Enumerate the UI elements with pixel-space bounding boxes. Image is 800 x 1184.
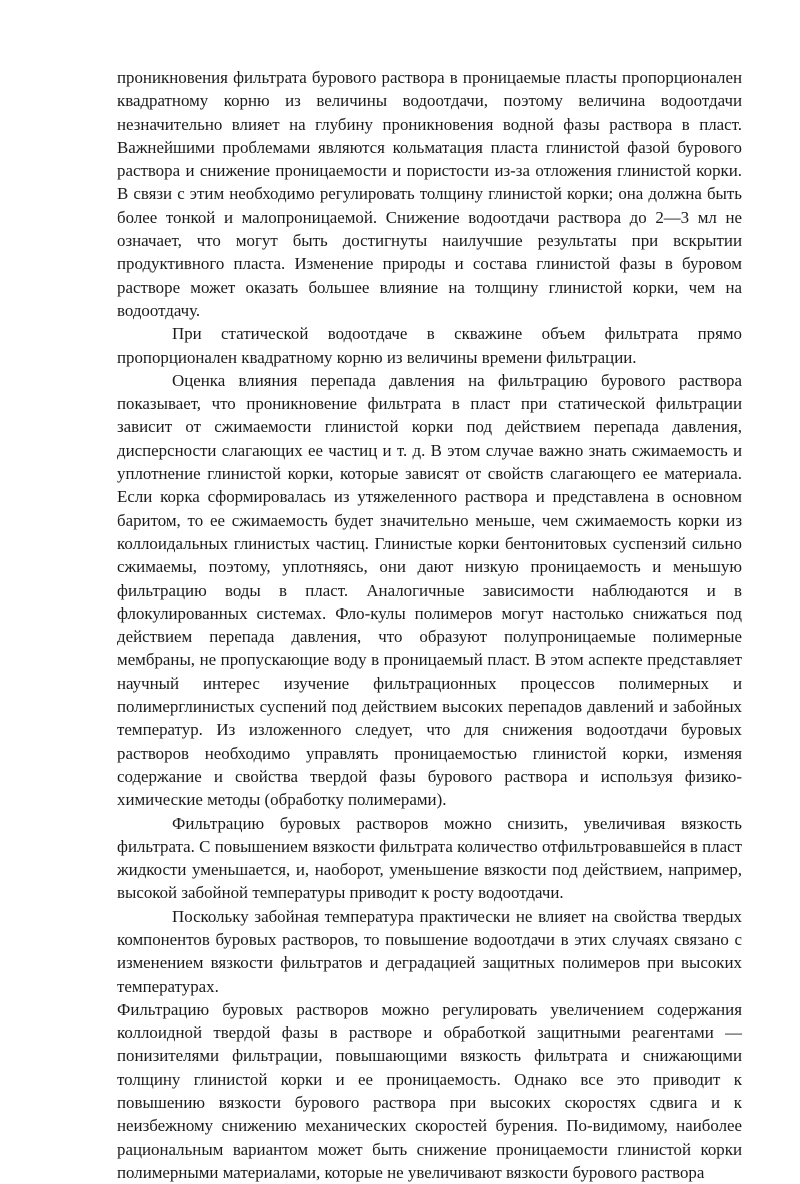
paragraph-4: Фильтрацию буровых растворов можно снизить, увеличивая вязкость фильтрата. С повышением вязкости фильтрата количество отфильтровавшейся в пласт жидкости уменьшается, и, наоборот, уменьшение вязкости под действием, например, высокой забойной температуры приводит к росту водоотдачи.: [117, 813, 742, 903]
document-page: [117, 66, 742, 1184]
paragraph-2: При статической водоотдаче в скважине объем фильтрата прямо пропорционален квадратному корню из величины времени фильтрации.: [117, 324, 742, 367]
paragraph-6: Фильтрацию буровых растворов можно регулировать увеличением содержания коллоидной твердой фазы в растворе и обработкой защитными реагентами — понизителями фильтрации, повышающими вязкость фильтрата и снижающими толщину глинистой корки и ее проницаемость. Однако все это приводит к повышению вязкости бурового раствора при высоких скоростях сдвига и к неизбежному снижению механических скоростей бурения. По-видимому, наиболее рациональным вариантом может быть снижение проницаемости глинистой корки полимерными материалами, которые не увеличивают вязкости бурового раствора: [117, 999, 742, 1182]
paragraph-1: проникновения фильтрата бурового раствора в проницаемые пласты пропорционален квадратному корню из величины водоотдачи, поэтому величина водоотдачи незначительно влияет на глубину проникновения водной фазы раствора в пласт. Важнейшими проблемами являются кольматация пласта глинистой фазой бурового раствора и снижение проницаемости и пористости из-за отложения глинистой корки. В связи с этим необходимо регулировать толщину глинистой корки; она должна быть более тонкой и малопроницаемой. Снижение водоотдачи раствора до 2—3 мл не означает, что могут быть достигнуты наилучшие результаты при вскрытии продуктивного пласта. Изменение природы и состава глинистой фазы в буровом растворе может оказать большее влияние на толщину глинистой корки, чем на водоотдачу.: [117, 68, 742, 320]
paragraph-3: Оценка влияния перепада давления на фильтрацию бурового раствора показывает, что проникновение фильтрата в пласт при статической фильтрации зависит от сжимаемости глинистой корки под действием перепада давления, дисперсности слагающих ее частиц и т. д. В этом случае важно знать сжимаемость и уплотнение глинистой корки, которые зависят от свойств слагающего ее материала. Если корка сформировалась из утяжеленного раствора и представлена в основном баритом, то ее сжимаемость будет значительно меньше, чем сжимаемость корки из коллоидальных глинистых частиц. Глинистые корки бентонитовых суспензий сильно сжимаемы, поэтому, уплотняясь, они дают низкую проницаемость и меньшую фильтрацию воды в пласт. Аналогичные зависимости наблюдаются и в флокулированных системах. Фло-кулы полимеров могут настолько снижаться под действием перепада давления, что образуют полупроницаемые полимерные мембраны, не пропускающие воду в проницаемый пласт. В этом аспекте представляет научный интерес изучение фильтрационных процессов полимерных и полимерглинистых суспений под действием высоких перепадов давлений и забойных температур. Из изложенного следует, что для снижения водоотдачи буровых растворов необходимо управлять проницаемостью глинистой корки, изменяя содержание и свойства твердой фазы бурового раствора и используя физико-химические методы (обработку полимерами).: [117, 370, 742, 810]
paragraph-5: Поскольку забойная температура практически не влияет на свойства твердых компонентов буровых растворов, то повышение водоотдачи в этих случаях связано с изменением вязкости фильтратов и деградацией защитных полимеров при высоких температурах.: [117, 906, 742, 996]
